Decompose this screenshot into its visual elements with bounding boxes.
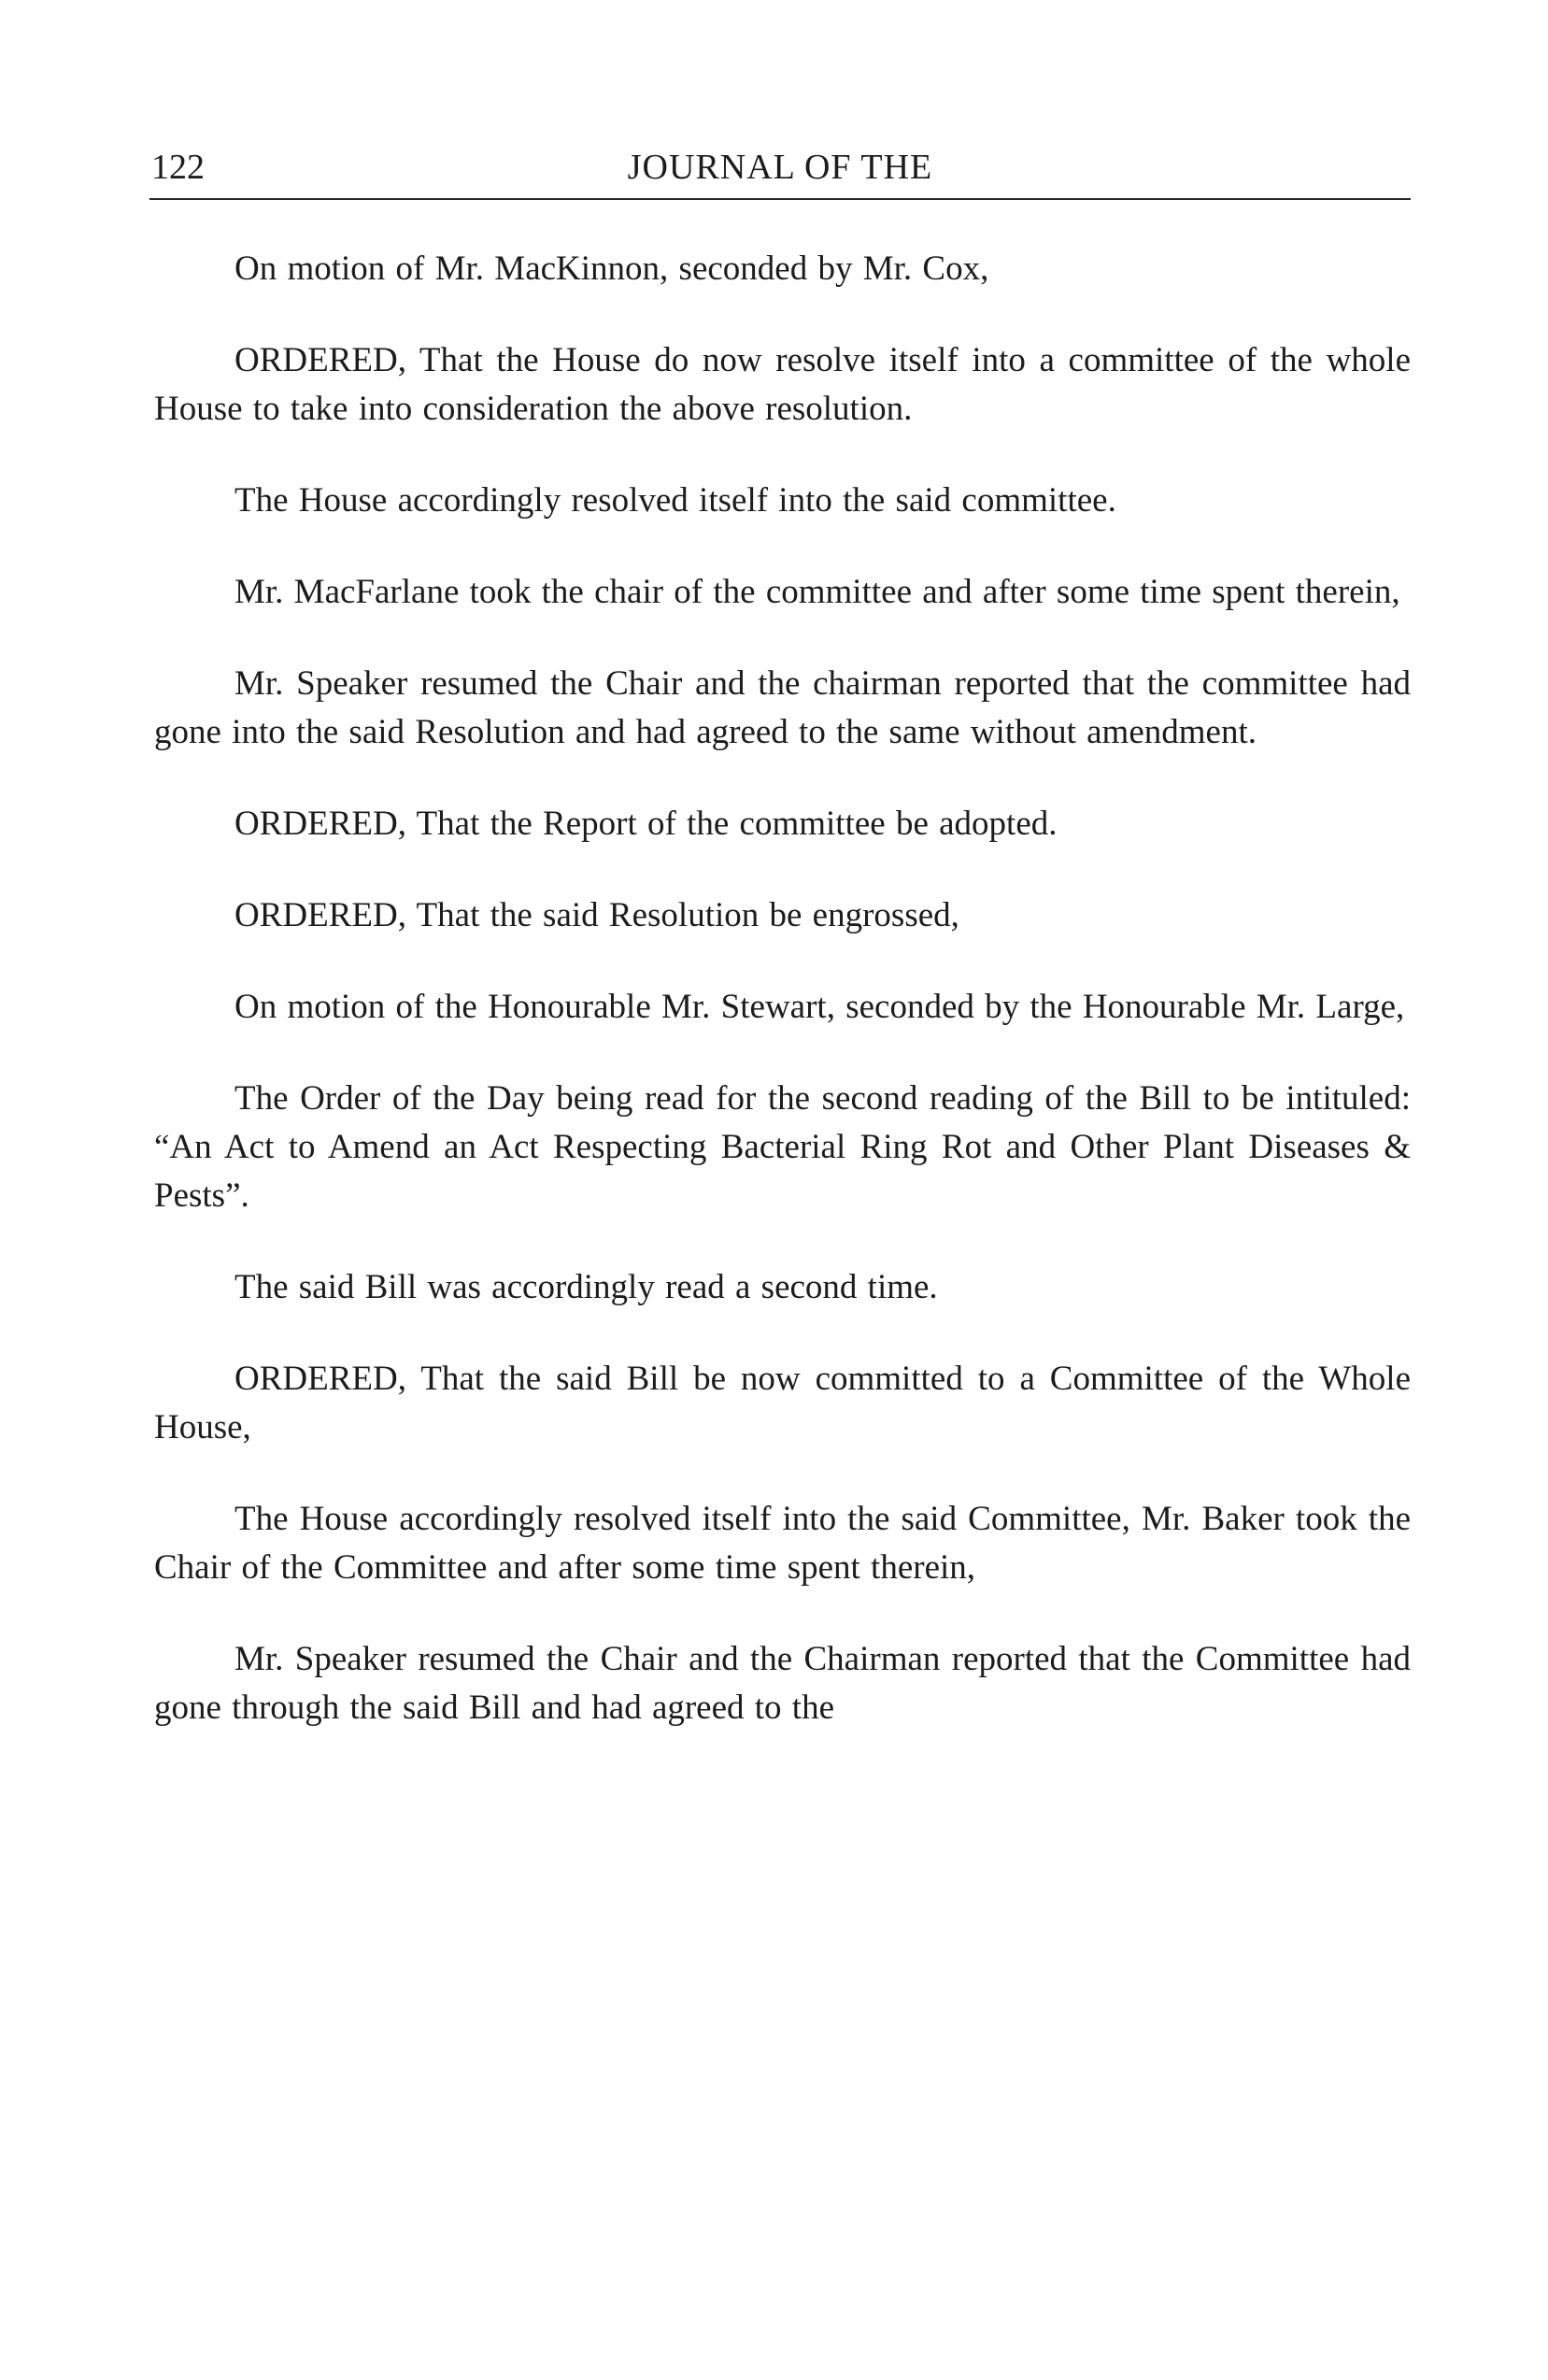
page-number: 122 xyxy=(151,148,205,187)
paragraph-baker-chair: The House accordingly resolved itself into the said Committee, Mr. Baker took the Chair of the Committee and after some time spent therein, xyxy=(154,1500,1411,1587)
paragraph-motion-stewart: On motion of the Honourable Mr. Stewart, seconded by the Honourable Mr. Large, xyxy=(234,988,1405,1026)
paragraph-bill-committed: ORDERED, That the said Bill be now committed to a Committee of the Whole House, xyxy=(154,1360,1411,1447)
paragraph-order-of-the-day: The Order of the Day being read for the second reading of the Bill to be intituled: “An Act to Amend an Act Respecting Bacterial Ring Rot and Other Plant Diseases & Pests”. xyxy=(154,1079,1411,1215)
paragraph-second-reading: The said Bill was accordingly read a second time. xyxy=(234,1268,938,1306)
paragraph-report-adopted: ORDERED, That the Report of the committee be adopted. xyxy=(234,805,1058,843)
paragraph-motion-mackinnon: On motion of Mr. MacKinnon, seconded by Mr. Cox, xyxy=(234,249,989,288)
journal-body xyxy=(154,245,1411,1775)
paragraph-chairman-reported: Mr. Speaker resumed the Chair and the Chairman reported that the Committee had gone through the said Bill and had agreed to the xyxy=(154,1640,1411,1727)
running-header xyxy=(149,140,1411,200)
paragraph-ordered-resolve-committee: ORDERED, That the House do now resolve itself into a committee of the whole House to take into consideration the above resolution. xyxy=(154,341,1411,428)
paragraph-macfarlane-chair: Mr. MacFarlane took the chair of the committee and after some time spent therein, xyxy=(234,573,1400,611)
paragraph-speaker-resumed: Mr. Speaker resumed the Chair and the chairman reported that the committee had gone into the said Resolution and had agreed to the same without amendment. xyxy=(154,664,1411,751)
journal-title: JOURNAL OF THE xyxy=(627,148,933,187)
paragraph-resolution-engrossed: ORDERED, That the said Resolution be engrossed, xyxy=(234,896,959,934)
paragraph-house-resolved: The House accordingly resolved itself into the said committee. xyxy=(234,481,1116,520)
